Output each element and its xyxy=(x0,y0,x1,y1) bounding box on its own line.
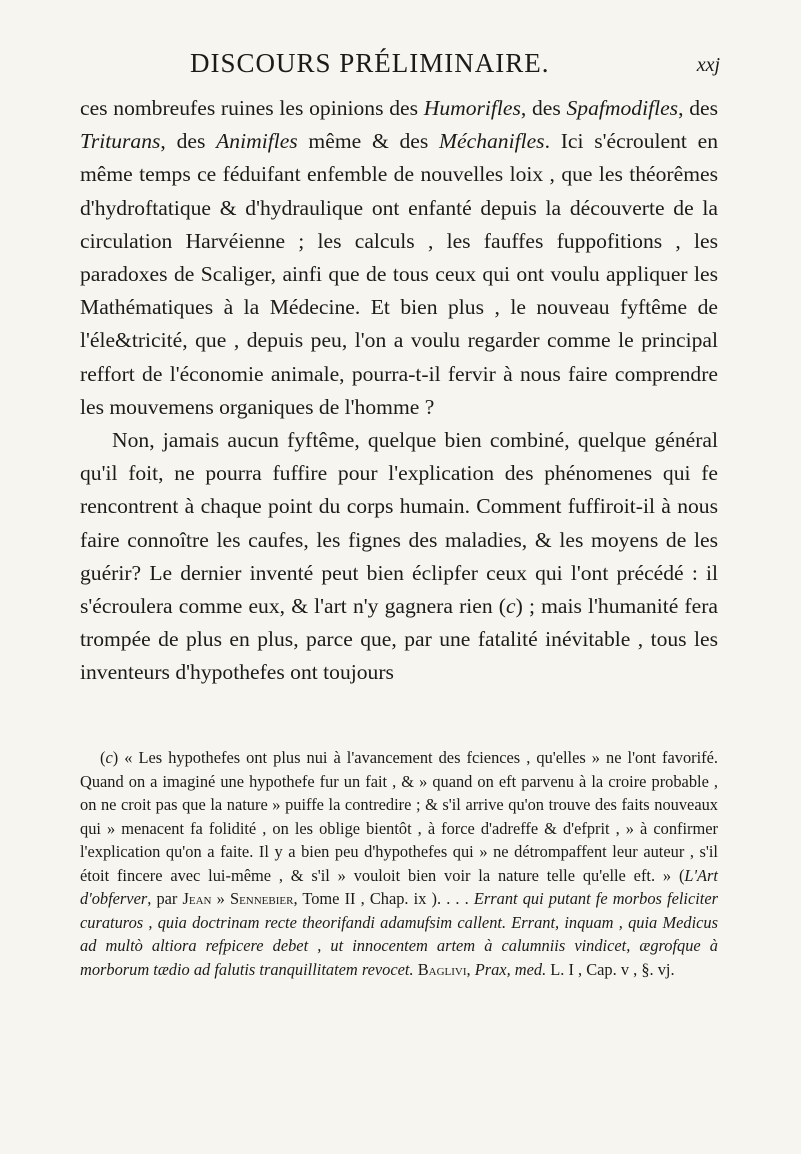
running-header xyxy=(80,48,720,88)
paragraph-2: Non, jamais aucun fyftême, quelque bien combiné, quelque général qu'il foit, ne pourra fuffire pour l'explication des phénomenes qui fe rencontrent à chaque point du corps humain. Comment fuffiroit-il à nous faire connoître les caufes, les fignes des maladies, & les moyens de les guérir? Le dernier inventé peut bien éclipfer ceux qui l'ont précédé : il s'écroulera comme eux, & l'art n'y gagnera rien (c) ; mais l'humanité fera trompée de plus en plus, parce que, par une fatalité inévitable , tous les inventeurs d'hypothefes ont toujours xyxy=(80,428,718,685)
paragraph-1: ces nombreufes ruines les opinions des Humorifles, des Spafmodifles, des Triturans, des Animifles même & des Méchanifles. Ici s'écroulent en même temps ce féduifant enfemble de nouvelles loix , que les théorêmes d'hydroftatique & d'hydraulique ont enfanté depuis la découverte de la circulation Harvéienne ; les calculs , les fauffes fuppofitions , les paradoxes de Scaliger, ainfi que de tous ceux qui ont voulu appliquer les Mathématiques à la Médecine. Et bien plus , le nouveau fyftême de l'éle&tricité, que , depuis peu, l'on a voulu regarder comme le principal reffort de l'économie animale, pourra-t-il fervir à nous faire comprendre les mouvemens organiques de l'homme ? xyxy=(80,96,719,419)
footnote-c: (c) « Les hypothefes ont plus nui à l'avancement des fciences , qu'elles » ne l'ont favorifé. Quand on a imaginé une hypothefe fur un fait , & » quand on eft parvenu à la croire probable , on ne croit pas que la nature » puiffe la contredire ; & s'il arrive qu'on trouve des faits nouveaux qui » menacent fa folidité , on les oblige bientôt , à force d'adreffe & d'efprit , » à confirmer l'explication qu'on a faite. Il y a bien peu d'hypothefes qui » ne détrompaffent leur auteur , s'il étoit fincere avec lui-même , & s'il » vouloit bien voir la nature telle qu'elle eft. » (L'Art d'obferver, par Jean » Sennebier, Tome II , Chap. ix ). . . . Errant qui putant fe morbos feliciter curaturos , quia doctrinam recte theorifandi adamufsim callent. Errant, inquam , quia Medicus ad multò altiora refpicere debet , ut innocentem artem à calumniis vindicet, ægrofque à morborum tædio ad falutis tranquillitatem revocet. Baglivi, Prax, med. L. I , Cap. v , §. vj. xyxy=(80,748,718,979)
running-title: DISCOURS PRÉLIMINAIRE. xyxy=(190,48,550,78)
main-text xyxy=(80,92,718,690)
footnote-ref[interactable]: c xyxy=(506,594,516,619)
page-number: xxj xyxy=(696,54,720,76)
footnote xyxy=(80,746,718,981)
